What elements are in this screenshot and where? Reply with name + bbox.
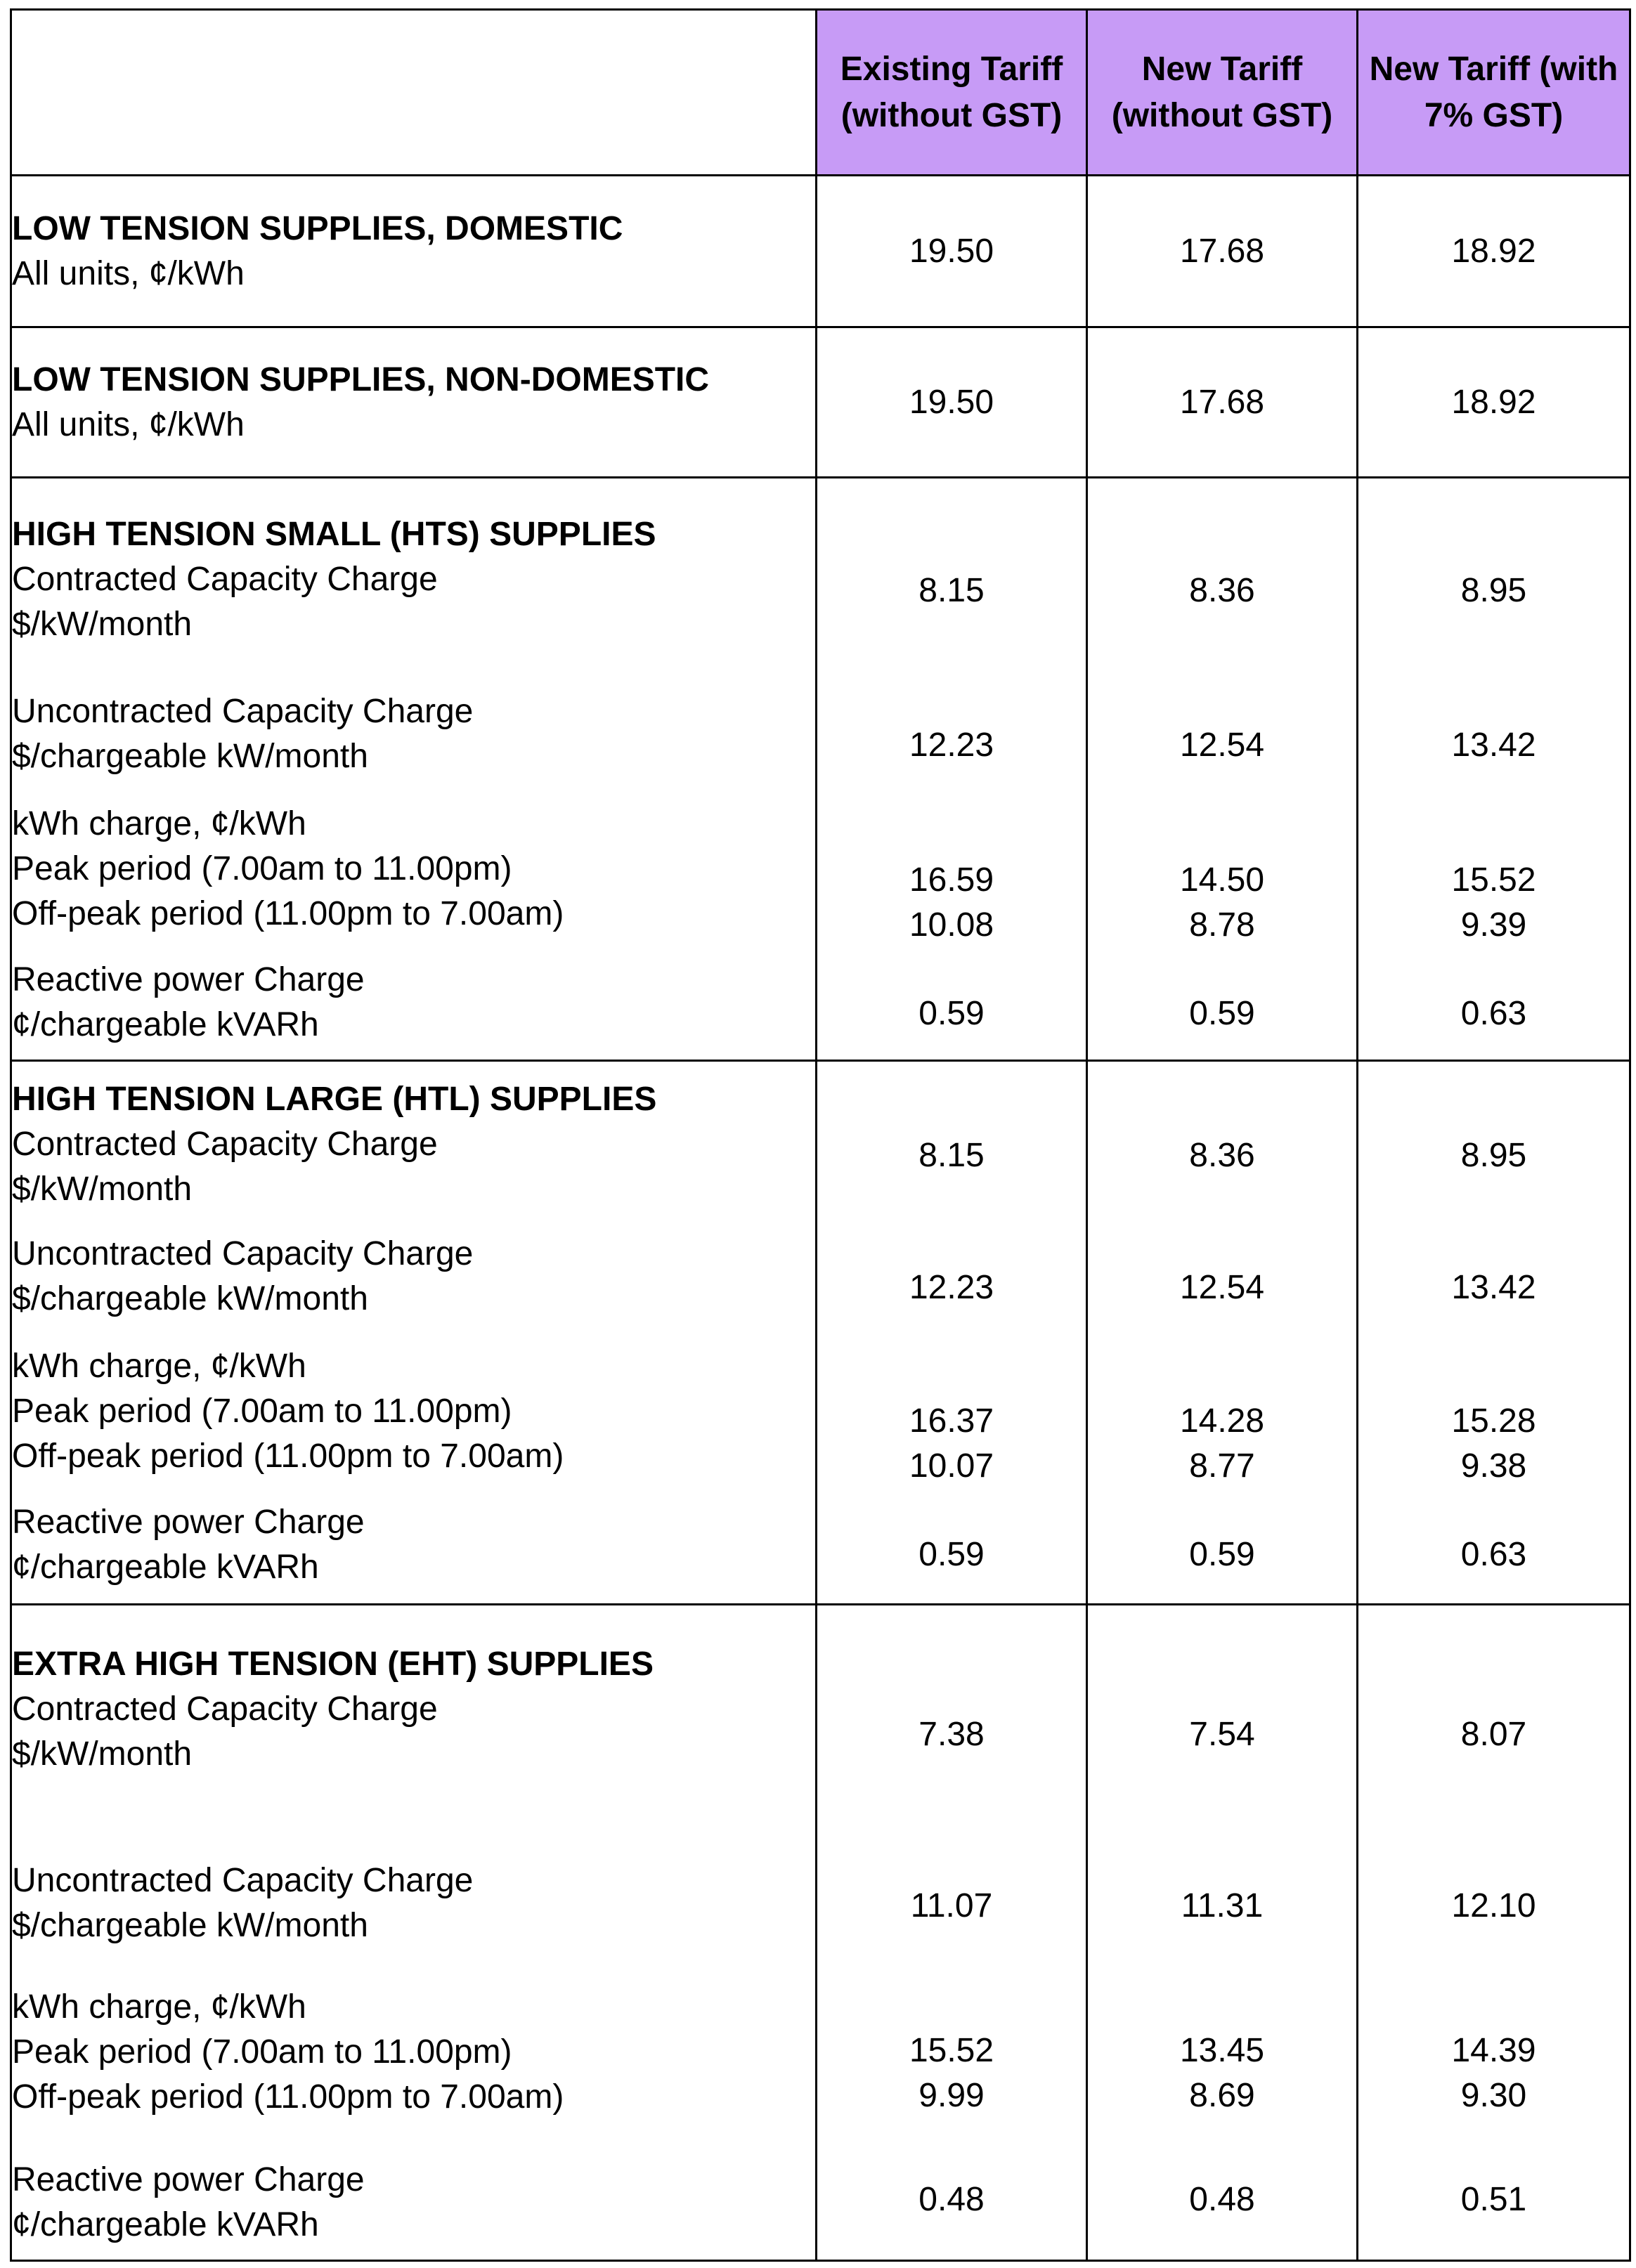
hts-reactive-label: Reactive power Charge [12, 960, 365, 998]
header-row [11, 10, 1630, 176]
lt-domestic-gst [1358, 176, 1630, 327]
section-eht [11, 1605, 1630, 2261]
lt-domestic-label-cell [11, 176, 817, 327]
hts-uncontracted-gst: 13.42 [1451, 726, 1536, 764]
htl-label-cell [11, 1061, 817, 1605]
htl-uncontracted-gst: 13.42 [1451, 1268, 1536, 1306]
header-existing-tariff [817, 10, 1087, 176]
header-existing-line2: (without GST) [840, 96, 1063, 134]
eht-uncontracted-new: 11.31 [1181, 1886, 1264, 1924]
eht-uncontracted-unit: $/chargeable kW/month [12, 1906, 368, 1944]
eht-contracted-existing: 7.38 [918, 1715, 985, 1753]
eht-uncontracted-label: Uncontracted Capacity Charge [12, 1861, 474, 1899]
eht-reactive-existing: 0.48 [918, 2180, 985, 2218]
htl-offpeak-new: 8.77 [1189, 1447, 1255, 1485]
hts-gst-cell [1358, 478, 1630, 1061]
htl-offpeak-label: Off-peak period (11.00pm to 7.00am) [12, 1437, 564, 1475]
eht-reactive-gst: 0.51 [1460, 2180, 1527, 2218]
eht-peak-existing: 15.52 [909, 2031, 994, 2069]
htl-existing-cell [817, 1061, 1087, 1605]
htl-contracted-existing: 8.15 [918, 1136, 985, 1174]
hts-peak-label: Peak period (7.00am to 11.00pm) [12, 849, 512, 887]
eht-offpeak-existing: 9.99 [918, 2076, 985, 2114]
lt-nondomestic-label-cell [11, 327, 817, 478]
hts-offpeak-gst: 9.39 [1460, 906, 1527, 944]
header-new-tariff-gst [1358, 10, 1630, 176]
hts-uncontracted-existing: 12.23 [909, 726, 994, 764]
eht-reactive-unit: ¢/chargeable kVARh [12, 2205, 319, 2243]
eht-label-cell [11, 1605, 817, 2261]
lt-nondomestic-gst [1358, 327, 1630, 478]
eht-title: EXTRA HIGH TENSION (EHT) SUPPLIES [12, 1645, 654, 1683]
eht-uncontracted-gst: 12.10 [1451, 1886, 1536, 1924]
hts-reactive-new: 0.59 [1189, 994, 1255, 1032]
htl-uncontracted-unit: $/chargeable kW/month [12, 1279, 368, 1317]
lt-domestic-desc: All units, ¢/kWh [12, 254, 245, 292]
htl-new-cell [1087, 1061, 1358, 1605]
eht-existing-cell [817, 1605, 1087, 2261]
hts-uncontracted-label: Uncontracted Capacity Charge [12, 692, 474, 730]
hts-peak-gst: 15.52 [1451, 861, 1536, 899]
htl-reactive-existing: 0.59 [918, 1535, 985, 1573]
hts-offpeak-new: 8.78 [1189, 906, 1255, 944]
eht-uncontracted-existing: 11.07 [910, 1886, 993, 1924]
hts-reactive-gst: 0.63 [1460, 994, 1527, 1032]
hts-new-cell [1087, 478, 1358, 1061]
lt-nondomestic-desc: All units, ¢/kWh [12, 405, 245, 443]
htl-contracted-label: Contracted Capacity Charge [12, 1125, 438, 1163]
htl-contracted-gst: 8.95 [1460, 1136, 1527, 1174]
eht-peak-label: Peak period (7.00am to 11.00pm) [12, 2033, 512, 2071]
eht-contracted-gst: 8.07 [1460, 1715, 1527, 1753]
htl-title: HIGH TENSION LARGE (HTL) SUPPLIES [12, 1080, 657, 1118]
header-blank-cell [11, 10, 817, 176]
header-gst-line1: New Tariff (with [1369, 50, 1618, 88]
header-gst-line2: 7% GST) [1424, 96, 1564, 134]
eht-reactive-label: Reactive power Charge [12, 2161, 365, 2198]
hts-offpeak-label: Off-peak period (11.00pm to 7.00am) [12, 894, 564, 932]
section-lt-domestic [11, 176, 1630, 327]
lt-nondomestic-title: LOW TENSION SUPPLIES, NON-DOMESTIC [12, 360, 710, 398]
hts-peak-new: 14.50 [1179, 861, 1265, 899]
hts-uncontracted-unit: $/chargeable kW/month [12, 737, 368, 775]
htl-reactive-gst: 0.63 [1460, 1535, 1527, 1573]
hts-kwh-label: kWh charge, ¢/kWh [12, 804, 306, 842]
hts-contracted-existing: 8.15 [918, 571, 985, 609]
eht-new-cell [1087, 1605, 1358, 2261]
htl-peak-new: 14.28 [1179, 1402, 1265, 1440]
lt-domestic-new [1087, 176, 1358, 327]
htl-peak-gst: 15.28 [1451, 1402, 1536, 1440]
hts-contracted-gst: 8.95 [1460, 571, 1527, 609]
lt-domestic-existing [817, 176, 1087, 327]
eht-offpeak-gst: 9.30 [1460, 2076, 1527, 2114]
htl-gst-cell [1358, 1061, 1630, 1605]
htl-uncontracted-label: Uncontracted Capacity Charge [12, 1234, 474, 1272]
eht-gst-cell [1358, 1605, 1630, 2261]
hts-contracted-new: 8.36 [1189, 571, 1255, 609]
lt-domestic-new-value: 17.68 [1179, 232, 1265, 270]
eht-offpeak-new: 8.69 [1189, 2076, 1255, 2114]
lt-domestic-title: LOW TENSION SUPPLIES, DOMESTIC [12, 209, 623, 247]
htl-peak-existing: 16.37 [909, 1402, 994, 1440]
htl-uncontracted-new: 12.54 [1179, 1268, 1265, 1306]
hts-contracted-unit: $/kW/month [12, 605, 193, 643]
eht-contracted-new: 7.54 [1189, 1715, 1255, 1753]
htl-kwh-label: kWh charge, ¢/kWh [12, 1347, 306, 1385]
section-htl [11, 1061, 1630, 1605]
header-new-line1: New Tariff [1141, 50, 1303, 88]
htl-uncontracted-existing: 12.23 [909, 1268, 994, 1306]
lt-nondomestic-existing [817, 327, 1087, 478]
hts-existing-cell [817, 478, 1087, 1061]
lt-domestic-existing-value: 19.50 [909, 232, 994, 270]
hts-contracted-label: Contracted Capacity Charge [12, 560, 438, 598]
header-new-line2: (without GST) [1111, 96, 1333, 134]
htl-peak-label: Peak period (7.00am to 11.00pm) [12, 1392, 512, 1430]
eht-kwh-label: kWh charge, ¢/kWh [12, 1988, 306, 2026]
hts-reactive-existing: 0.59 [918, 994, 985, 1032]
eht-contracted-label: Contracted Capacity Charge [12, 1690, 438, 1728]
htl-reactive-unit: ¢/chargeable kVARh [12, 1548, 319, 1586]
eht-peak-gst: 14.39 [1451, 2031, 1536, 2069]
eht-reactive-new: 0.48 [1189, 2180, 1255, 2218]
eht-peak-new: 13.45 [1179, 2031, 1265, 2069]
header-existing-line1: Existing Tariff [840, 50, 1063, 88]
htl-contracted-unit: $/kW/month [12, 1170, 193, 1208]
eht-offpeak-label: Off-peak period (11.00pm to 7.00am) [12, 2078, 564, 2116]
header-new-tariff [1087, 10, 1358, 176]
lt-nondomestic-new [1087, 327, 1358, 478]
htl-contracted-new: 8.36 [1189, 1136, 1255, 1174]
eht-contracted-unit: $/kW/month [12, 1735, 193, 1773]
section-hts [11, 478, 1630, 1061]
hts-label-cell [11, 478, 817, 1061]
hts-peak-existing: 16.59 [909, 861, 994, 899]
htl-offpeak-gst: 9.38 [1460, 1447, 1527, 1485]
hts-uncontracted-new: 12.54 [1179, 726, 1265, 764]
hts-offpeak-existing: 10.08 [909, 906, 994, 944]
lt-domestic-gst-value: 18.92 [1451, 232, 1536, 270]
lt-nondomestic-existing-value: 19.50 [909, 383, 994, 421]
htl-reactive-label: Reactive power Charge [12, 1503, 365, 1541]
htl-reactive-new: 0.59 [1189, 1535, 1255, 1573]
section-lt-nondomestic [11, 327, 1630, 478]
lt-nondomestic-gst-value: 18.92 [1451, 383, 1536, 421]
tariff-table [10, 8, 1631, 2262]
hts-reactive-unit: ¢/chargeable kVARh [12, 1005, 319, 1043]
htl-offpeak-existing: 10.07 [909, 1447, 994, 1485]
hts-title: HIGH TENSION SMALL (HTS) SUPPLIES [12, 515, 656, 553]
lt-nondomestic-new-value: 17.68 [1179, 383, 1265, 421]
